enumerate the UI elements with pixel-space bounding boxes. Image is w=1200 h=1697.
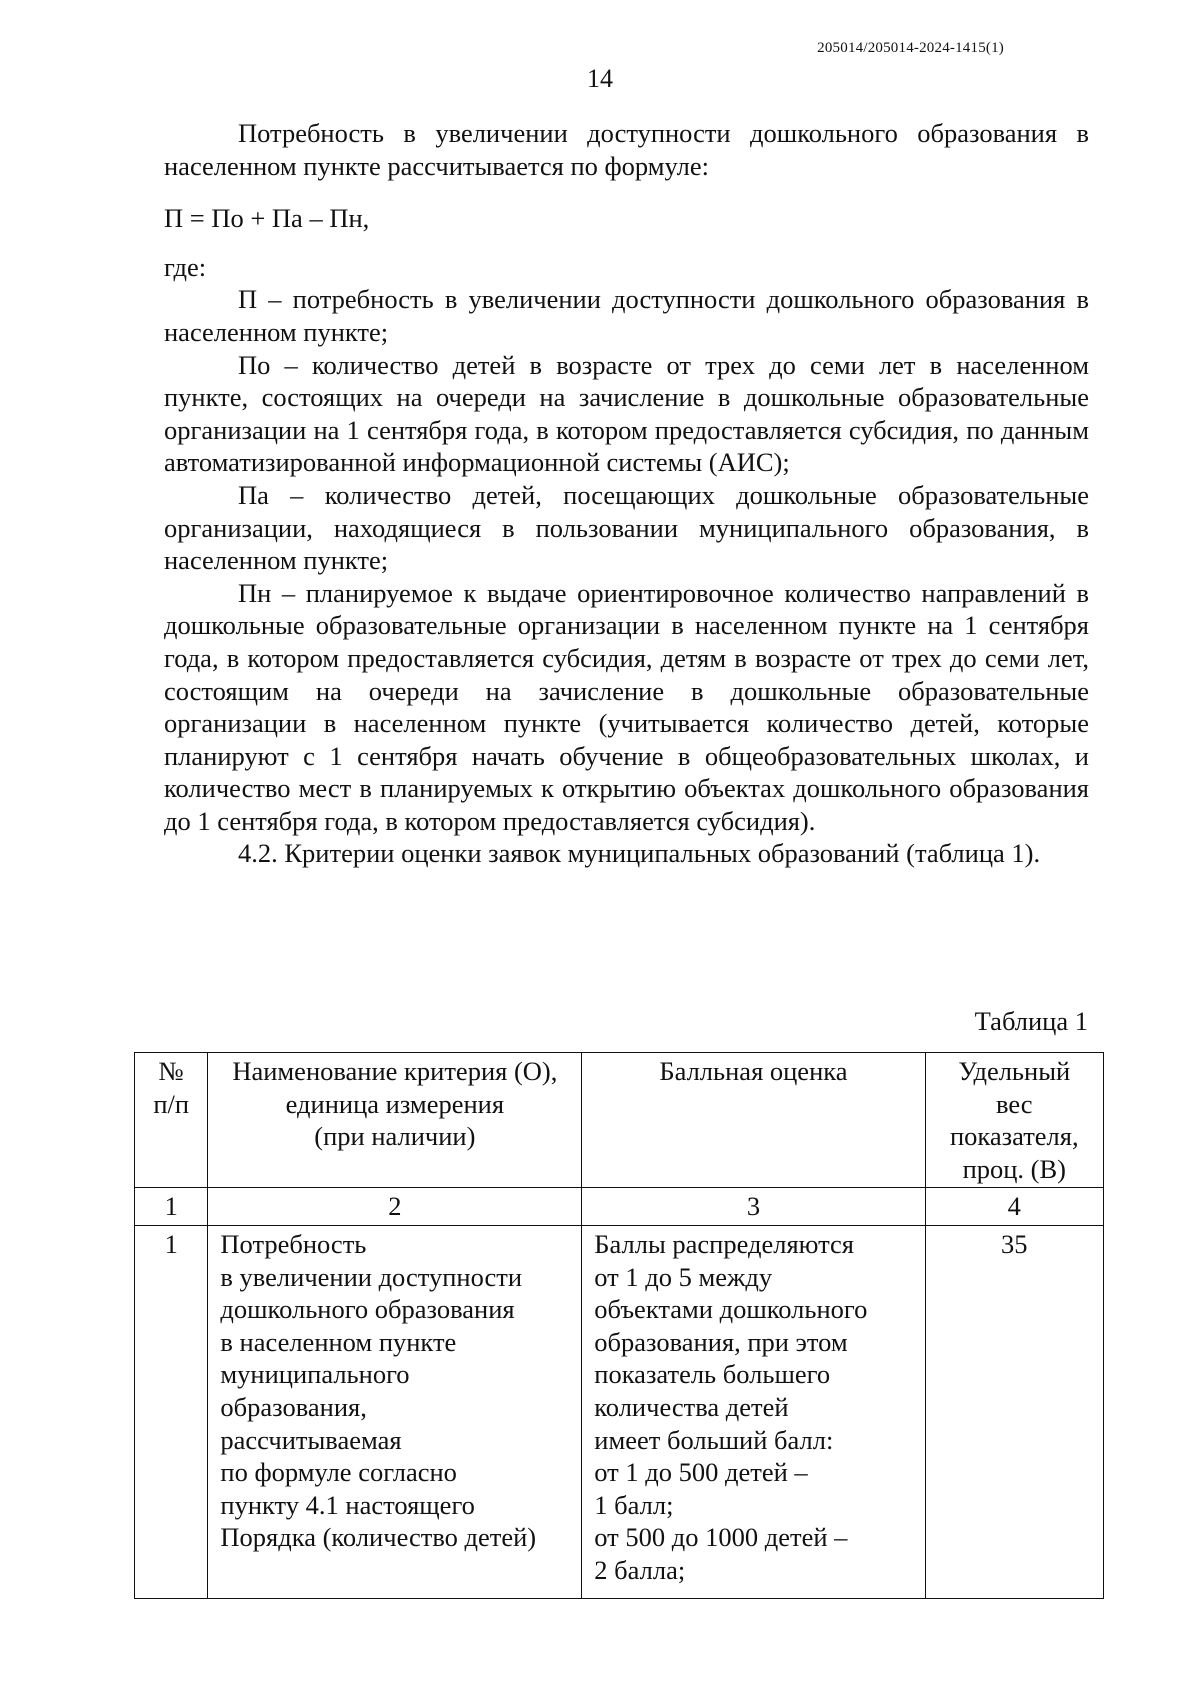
- header-number: № п/п: [135, 1053, 208, 1188]
- column-number-row: [135, 1188, 1104, 1226]
- formula: П = По + Па – Пн,: [164, 203, 370, 234]
- row-number: 1: [135, 1225, 208, 1598]
- criterion-cell: Потребность в увеличении доступности дошкольного образования в населенном пункте муниципального образования, рассчитываемая по формуле согласно пункту 4.1 настоящего Порядка (количество детей): [208, 1225, 582, 1598]
- criteria-table: [134, 1052, 1104, 1599]
- header-weight: Удельный вес показателя, проц. (В): [925, 1053, 1103, 1188]
- header-score: Балльная оценка: [582, 1053, 925, 1188]
- weight-cell: 35: [925, 1225, 1103, 1598]
- definition-po: По – количество детей в возрасте от трех до семи лет в населенном пункте, состоящих на очереди на зачисление в дошкольные образовательные организации на 1 сентября года, в котором предоставляется субсидия, по данным автоматизированной информационной системы (АИС);: [164, 349, 1089, 478]
- column-number: 1: [135, 1188, 208, 1226]
- table-caption: Таблица 1: [974, 1006, 1088, 1036]
- where-label: где:: [164, 251, 207, 282]
- column-number: 2: [208, 1188, 582, 1226]
- definition-p: П – потребность в увеличении доступности дошкольного образования в населенном пункте;: [164, 284, 1089, 347]
- document-id: 205014/205014-2024-1415(1): [817, 40, 1004, 56]
- definition-pa: Па – количество детей, посещающих дошкольные образовательные организации, находящиеся в пользовании муниципального образования, в населенном пункте;: [164, 479, 1089, 576]
- column-number: 3: [582, 1188, 925, 1226]
- score-cell: Баллы распределяются от 1 до 5 между объектами дошкольного образования, при этом показатель большего количества детей имеет больший балл: от 1 до 500 детей – 1 балл; от 500 до 1000 детей – 2 балла;: [582, 1225, 925, 1598]
- criteria-paragraph: 4.2. Критерии оценки заявок муниципальных образований (таблица 1).: [238, 838, 1041, 869]
- table-header-row: [135, 1053, 1104, 1188]
- table-row: [135, 1225, 1104, 1598]
- body-text: [164, 117, 1089, 870]
- intro-paragraph: Потребность в увеличении доступности дошкольного образования в населенном пункте рассчитывается по формуле:: [164, 118, 1089, 181]
- column-number: 4: [925, 1188, 1103, 1226]
- page-number: 14: [587, 64, 613, 93]
- definition-pn: Пн – планируемое к выдаче ориентировочное количество направлений в дошкольные образовательные организации в населенном пункте на 1 сентября года, в котором предоставляется субсидия, детям в возрасте от трех до семи лет, состоящим на очереди на зачисление в дошкольные образовательные организации в населенном пункте (учитывается количество детей, которые планируют с 1 сентября начать обучение в общеобразовательных школах, и количество мест в планируемых к открытию объектах дошкольного образования до 1 сентября года, в котором предоставляется субсидия).: [164, 577, 1089, 836]
- header-criterion-name: Наименование критерия (О), единица измерения (при наличии): [208, 1053, 582, 1188]
